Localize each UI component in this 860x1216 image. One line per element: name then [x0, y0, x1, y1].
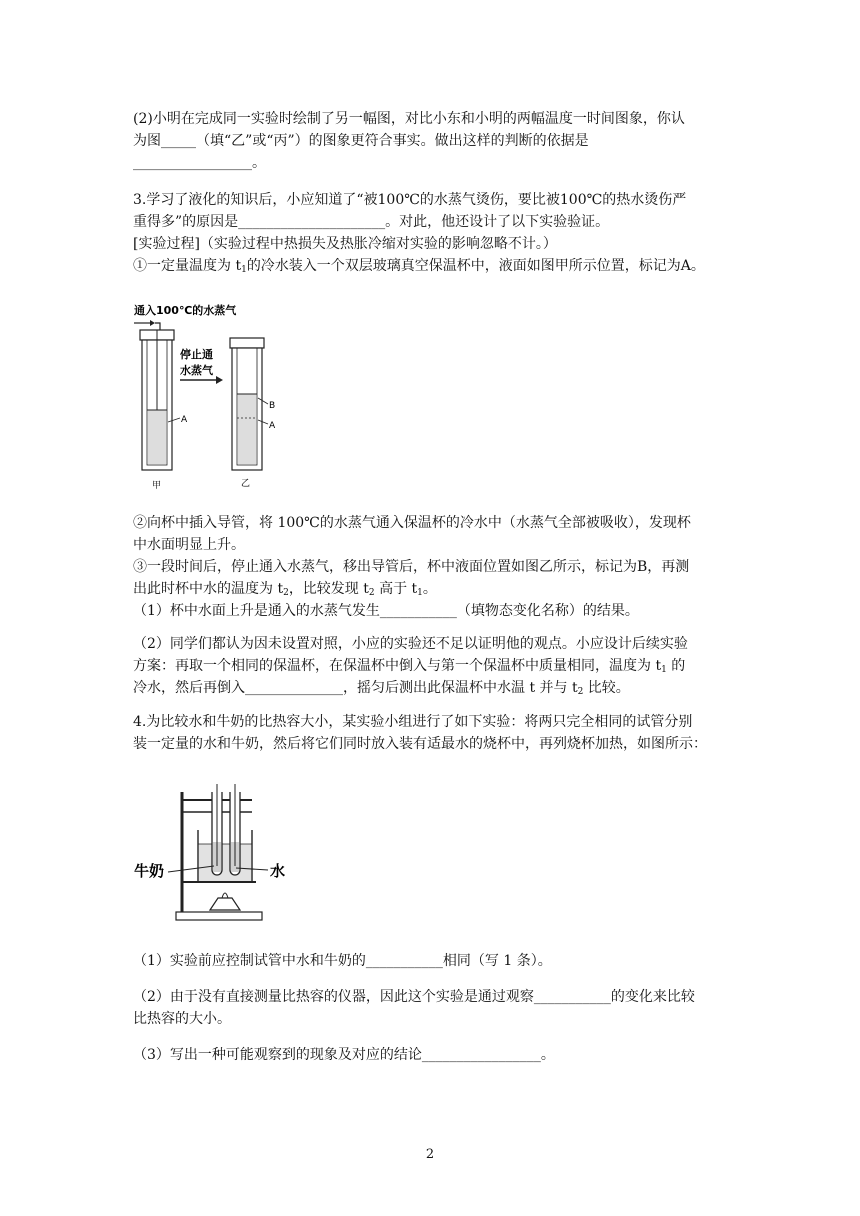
q3-step1: ①一定量温度为 $t_1$的冷水装入一个双层玻璃真空保温杯中，液面如图甲所示位置，标记为A。 [133, 258, 705, 275]
q2-part2-line2: 为图_____（填“乙”或“丙”）的图象更符合事实。做出这样的判断的依据是 [133, 133, 589, 149]
q3-process-heading: [实验过程]（实验过程中热损失及热胀冷缩对实验的影响忽略不计。） [133, 236, 557, 252]
beaker-figure [132, 782, 304, 928]
q3-intro-line1: 3.学习了液化的知识后，小应知道了“被100℃的水蒸气烫伤，要比被100℃的热水烫伤严 [133, 192, 687, 208]
water-label: 水 [270, 862, 286, 880]
stop-steam-label-1: 停止通 [180, 348, 213, 361]
q3-sub2-line2: 方案：再取一个相同的保温杯，在保温杯中倒入与第一个保温杯中质量相同，温度为 $t_1$ 的 [133, 658, 686, 675]
q4-sub3: （3）写出一种可能观察到的现象及对应的结论_________________。 [133, 1047, 555, 1063]
q3-step2-line1: ②向杯中插入导管，将 100℃的水蒸气通入保温杯的冷水中（水蒸气全部被吸收），发现杯 [133, 515, 691, 531]
q2-part2-line1: (2)小明在完成同一实验时绘制了另一幅图，对比小东和小明的两幅温度一时间图象，你认 [133, 111, 685, 127]
mark-a-label-right: A [269, 421, 276, 431]
q4-sub2-line1: （2）由于没有直接测量比热容的仪器，因此这个实验是通过观察___________的变化来比较 [133, 989, 695, 1005]
mark-a-label-left: A [181, 415, 188, 425]
q4-sub2-line2: 比热容的大小。 [133, 1011, 231, 1027]
q3-step3-line1: ③一段时间后，停止通入水蒸气，移出导管后，杯中液面位置如图乙所示，标记为B，再测 [133, 559, 690, 575]
q3-sub2-line3: 冷水，然后再倒入______________，摇匀后测出此保温杯中水温 t 并与 $t_2$ 比较。 [133, 680, 630, 697]
q4-sub1: （1）实验前应控制试管中水和牛奶的___________相同（写 1 条）。 [133, 953, 552, 969]
q4-intro-line2: 装一定量的水和牛奶，然后将它们同时放入装有适最水的烧杯中，再列烧杯加热，如图所示： [133, 736, 707, 752]
mark-b-label: B [269, 401, 276, 411]
milk-label: 牛奶 [134, 862, 165, 880]
figure-jia-label: 甲 [152, 481, 162, 491]
q3-intro-line2: 重得多”的原因是_____________________。对此，他还设计了以下实验验证。 [133, 214, 610, 230]
stop-steam-label-2: 水蒸气 [180, 364, 213, 377]
q3-sub1: （1）杯中水面上升是通入的水蒸气发生___________（填物态变化名称）的结果。 [133, 603, 639, 619]
figure-yi-label: 乙 [241, 479, 251, 489]
page-number: 2 [425, 1147, 435, 1162]
q3-sub2-line1: （2）同学们都认为因未设置对照，小应的实验还不足以证明他的观点。小应设计后续实验 [133, 636, 688, 652]
thermos-figure [128, 300, 288, 492]
q3-step2-line2: 中水面明显上升。 [133, 537, 245, 553]
q4-intro-line1: 4.为比较水和牛奶的比热容大小，某实验小组进行了如下实验：将两只完全相同的试管分别 [133, 714, 693, 730]
q3-step3-line2: 出此时杯中水的温度为 $t_2$，比较发现 $t_2$ 高于 $t_1$。 [133, 581, 437, 598]
steam-label: 通入100℃的水蒸气 [134, 304, 237, 317]
q2-part2-line3: _________________。 [133, 155, 266, 171]
